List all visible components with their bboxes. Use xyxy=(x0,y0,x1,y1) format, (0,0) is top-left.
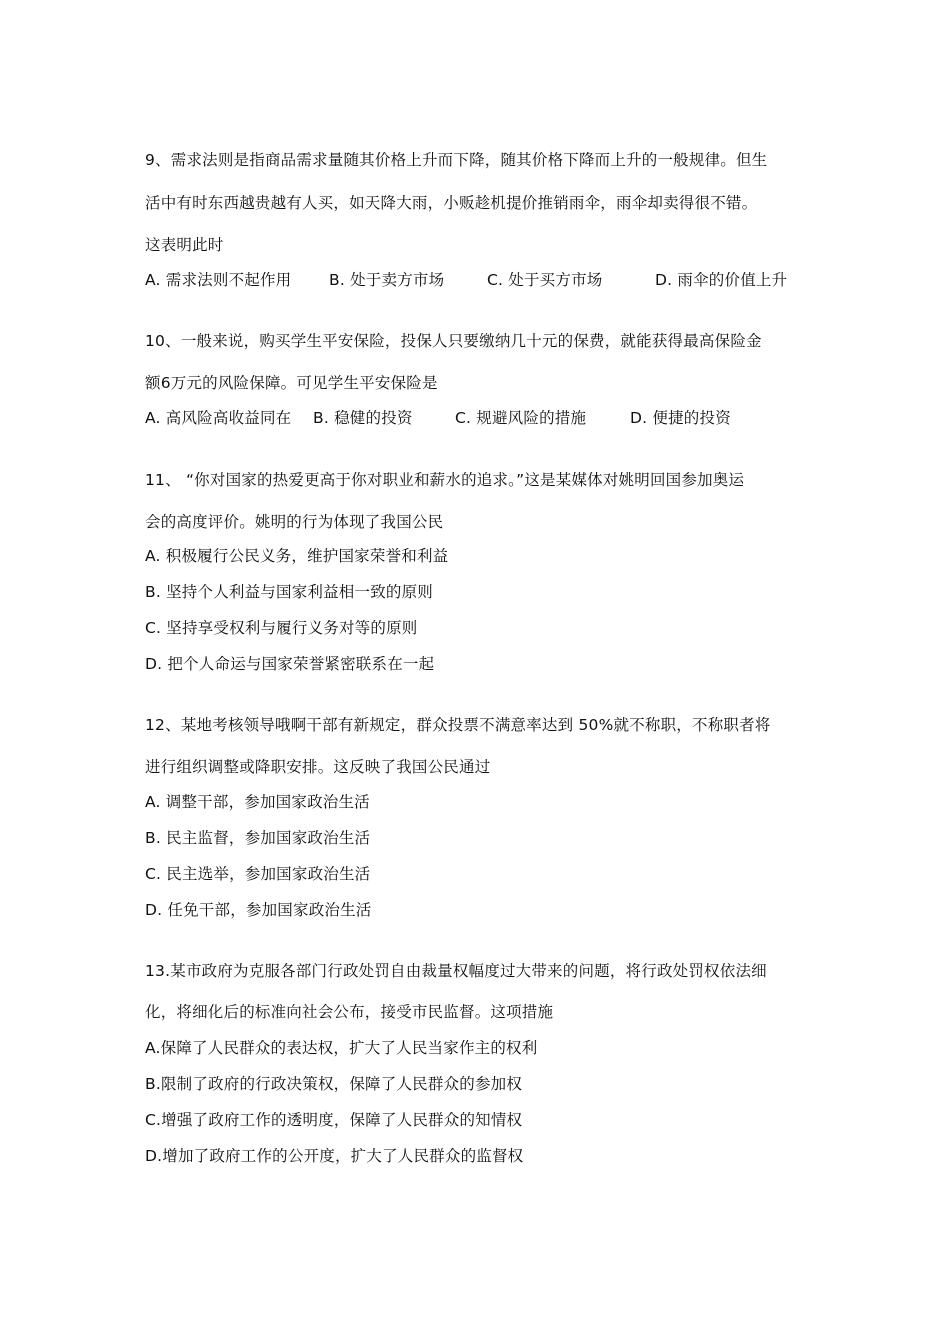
q9-option-d: D. 雨伞的价值上升 xyxy=(655,271,788,289)
q9-stem-line-1: 9、需求法则是指商品需求量随其价格上升而下降，随其价格下降而上升的一般规律。但生 xyxy=(145,151,768,169)
q11-option-d: D. 把个人命运与国家荣誉紧密联系在一起 xyxy=(145,655,435,673)
q10-option-b: B. 稳健的投资 xyxy=(313,409,413,427)
q9-option-c: C. 处于买方市场 xyxy=(487,271,603,289)
q11-stem-line-2: 会的高度评价。姚明的行为体现了我国公民 xyxy=(145,513,444,531)
q11-stem-line-1: 11、 “你对国家的热爱更高于你对职业和薪水的追求。”这是某媒体对姚明回国参加奥运 xyxy=(145,471,745,489)
q13-stem-line-2: 化，将细化后的标准向社会公布，接受市民监督。这项措施 xyxy=(145,1003,554,1021)
q12-option-c: C. 民主选举，参加国家政治生活 xyxy=(145,865,371,883)
q10-option-a: A. 高风险高收益同在 xyxy=(145,409,292,427)
q9-stem-line-2: 活中有时东西越贵越有人买，如天降大雨，小贩趁机提价推销雨伞，雨伞却卖得很不错。 xyxy=(145,194,758,212)
q13-option-d: D.增加了政府工作的公开度，扩大了人民群众的监督权 xyxy=(145,1147,524,1165)
q10-option-d: D. 便捷的投资 xyxy=(630,409,731,427)
q11-option-b: B. 坚持个人利益与国家利益相一致的原则 xyxy=(145,583,433,601)
q10-option-c: C. 规避风险的措施 xyxy=(455,409,587,427)
q13-option-c: C.增强了政府工作的透明度，保障了人民群众的知情权 xyxy=(145,1111,523,1129)
q12-option-d: D. 任免干部，参加国家政治生活 xyxy=(145,901,372,919)
q9-stem-line-3: 这表明此时 xyxy=(145,236,224,254)
q12-stem-line-2: 进行组织调整或降职安排。这反映了我国公民通过 xyxy=(145,758,491,776)
q9-option-a: A. 需求法则不起作用 xyxy=(145,271,292,289)
q9-option-b: B. 处于卖方市场 xyxy=(329,271,445,289)
q13-option-a: A.保障了人民群众的表达权，扩大了人民当家作主的权利 xyxy=(145,1039,538,1057)
q12-option-b: B. 民主监督，参加国家政治生活 xyxy=(145,829,371,847)
q10-stem-line-1: 10、一般来说，购买学生平安保险，投保人只要缴纳几十元的保费，就能获得最高保险金 xyxy=(145,332,762,350)
q13-option-b: B.限制了政府的行政决策权，保障了人民群众的参加权 xyxy=(145,1075,523,1093)
q13-stem-line-1: 13.某市政府为克服各部门行政处罚自由裁量权幅度过大带来的问题，将行政处罚权依法细 xyxy=(145,962,767,980)
q12-stem-line-1: 12、某地考核领导哦啊干部有新规定，群众投票不满意率达到 50%就不称职，不称职者将 xyxy=(145,716,771,734)
q12-option-a: A. 调整干部，参加国家政治生活 xyxy=(145,793,370,811)
q10-stem-line-2: 额6万元的风险保障。可见学生平安保险是 xyxy=(145,374,438,392)
q11-option-c: C. 坚持享受权利与履行义务对等的原则 xyxy=(145,619,418,637)
q11-option-a: A. 积极履行公民义务，维护国家荣誉和利益 xyxy=(145,547,449,565)
